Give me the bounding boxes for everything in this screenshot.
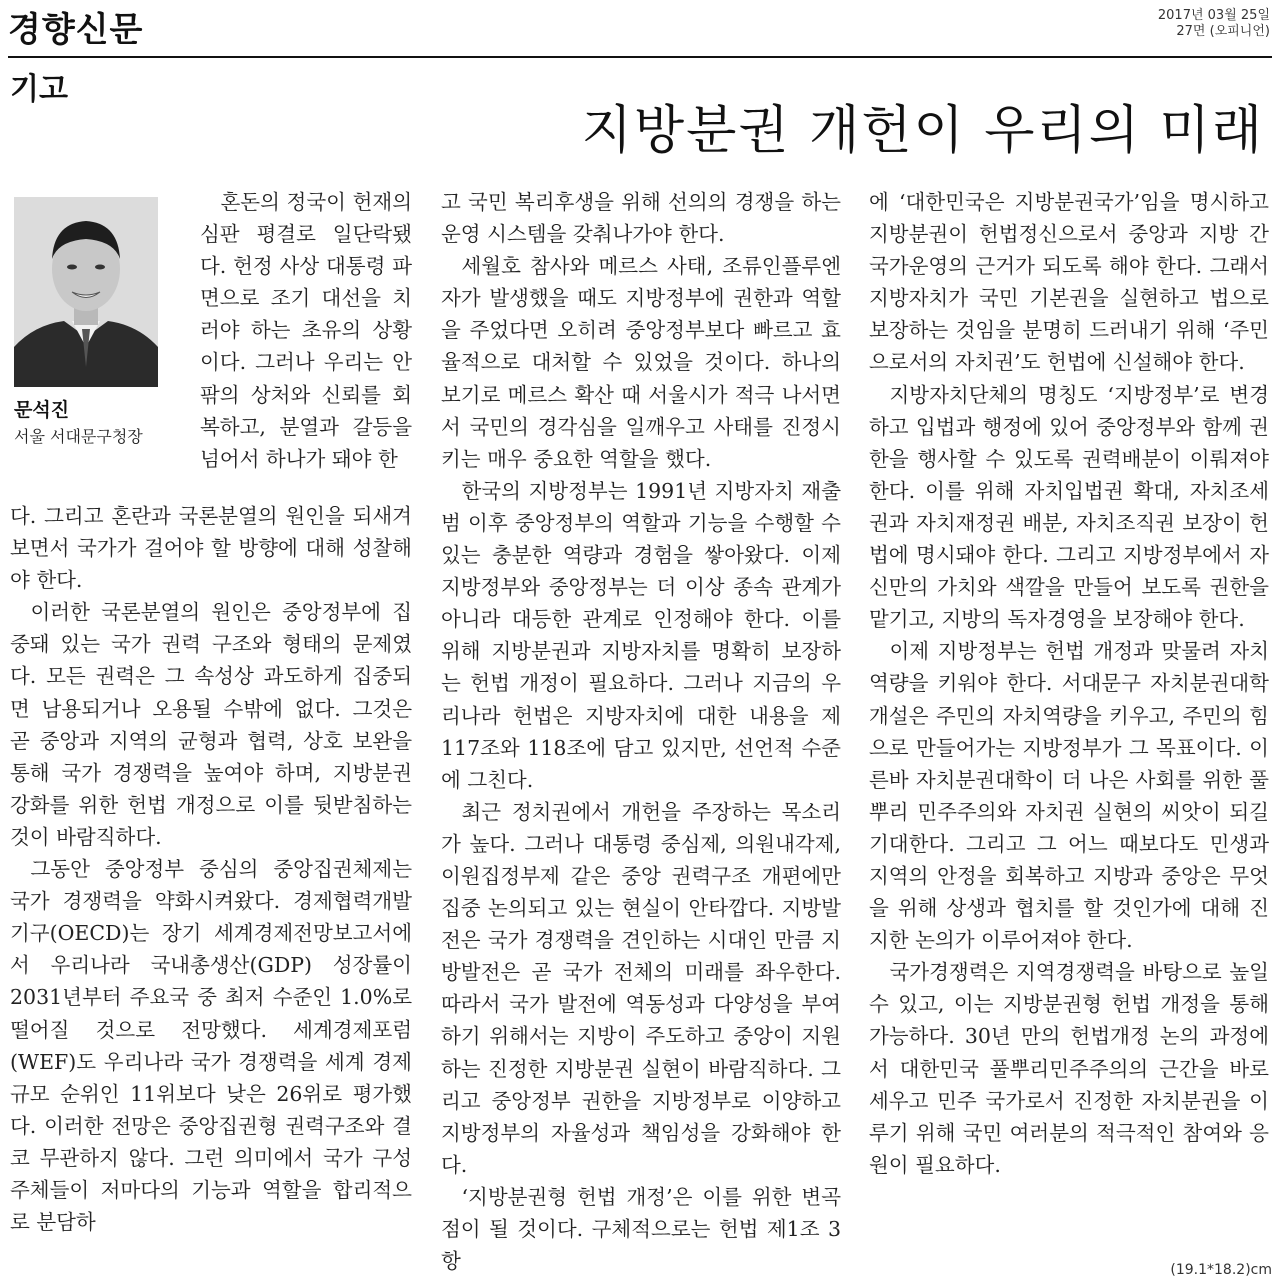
author-name: 문석진 bbox=[14, 399, 70, 421]
paragraph: 다. 그리고 혼란과 국론분열의 원인을 되새겨 보면서 국가가 걸어야 할 방향에 대해 성찰해야 한다. bbox=[10, 504, 412, 593]
column-2 bbox=[441, 186, 841, 1277]
article-headline: 지방분권 개헌이 우리의 미래 bbox=[581, 101, 1264, 161]
paragraph: 최근 정치권에서 개헌을 주장하는 목소리가 높다. 그러나 대통령 중심제, 의원내각제, 이원집정부제 같은 중앙 권력구조 개편에만 집중 논의되고 있는 현실이 안타깝다. 지방발전은 국가 경쟁력을 견인하는 시대인 만큼 지방발전은 곧 국가 전체의 미래를 좌우한다. 따라서 국가 발전에 역동성과 다양성을 부여하기 위해서는 지방이 주도하고 중앙이 지원하는 진정한 지방분권 실현이 바람직하다. 그리고 중앙정부 권한을 지방정부로 이양하고 지방정부의 자율성과 책임성을 강화해야 한다. bbox=[441, 799, 841, 1177]
paragraph: 그동안 중앙정부 중심의 중앙집권체제는 국가 경쟁력을 약화시켜왔다. 경제협력개발기구(OECD)는 장기 세계경제전망보고서에서 우리나라 국내총생산(GDP) 성장률이 2031년부터 주요국 중 최저 수준인 1.0%로 떨어질 것으로 전망했다. 세계경제포럼(WEF)도 우리나라 국가 경쟁력을 세계 경제 규모 순위인 11위보다 낮은 26위로 평가했다. 이러한 전망은 중앙집권형 권력구조와 결코 무관하지 않다. 그런 의미에서 국가 구성 주체들이 저마다의 기능과 역할을 합리적으로 분담하 bbox=[10, 857, 412, 1235]
column-3 bbox=[869, 186, 1269, 1181]
paragraph: 혼돈의 정국이 헌재의 심판 평결로 일단락됐다. 헌정 사상 대통령 파면으로 조기 대선을 치러야 하는 초유의 상황이다. 그러나 우리는 안팎의 상처와 신뢰를 회복하고, 분열과 갈등을 넘어서 하나가 돼야 한 bbox=[200, 190, 412, 471]
paragraph: 세월호 참사와 메르스 사태, 조류인플루엔자가 발생했을 때도 지방정부에 권한과 역할을 주었다면 오히려 중앙정부보다 빠르고 효율적으로 대처할 수 있었을 것이다. 하나의 보기로 메르스 확산 때 서울시가 적극 나서면서 국민의 경각심을 일깨우고 사태를 진정시키는 매우 중요한 역할을 했다. bbox=[441, 254, 841, 471]
paragraph: ‘지방분권형 헌법 개정’은 이를 위한 변곡점이 될 것이다. 구체적으로는 헌법 제1조 3항 bbox=[441, 1184, 841, 1274]
section-label: 기고 bbox=[10, 72, 68, 107]
paragraph: 국가경쟁력은 지역경쟁력을 바탕으로 높일 수 있고, 이는 지방분권형 헌법 개정을 통해 가능하다. 30년 만의 헌법개정 논의 과정에서 대한민국 풀뿌리민주주의의 근간을 바로 세우고 민주 국가로서 진정한 자치분권을 이루기 위해 국민 여러분의 적극적인 참여와 응원이 필요하다. bbox=[869, 960, 1269, 1177]
author-photo bbox=[14, 197, 158, 387]
paragraph: 이제 지방정부는 헌법 개정과 맞물려 자치역량을 키워야 한다. 서대문구 자치분권대학 개설은 주민의 자치역량을 키우고, 주민의 힘으로 만들어가는 지방정부가 그 목표이다. 이른바 자치분권대학이 더 나은 사회를 위한 풀뿌리 민주주의와 자치권 실현의 씨앗이 되길 기대한다. 그리고 그 어느 때보다도 민생과 지역의 안정을 회복하고 지방과 중앙은 무엇을 위해 상생과 협치를 할 것인가에 대해 진지한 논의가 이루어져야 한다. bbox=[869, 639, 1269, 953]
paragraph: 지방자치단체의 명칭도 ‘지방정부’로 변경하고 입법과 행정에 있어 중앙정부와 함께 권한을 행사할 수 있도록 권력배분이 이뤄져야 한다. 이를 위해 자치입법권 확대, 자치조세권과 자치재정권 배분, 자치조직권 보장이 헌법에 명시돼야 한다. 그리고 지방정부에서 자신만의 가치와 색깔을 만들어 보도록 권한을 맡기고, 지방의 독자경영을 보장해야 한다. bbox=[869, 382, 1269, 632]
article-size-note: (19.1*18.2)cm bbox=[1170, 1262, 1272, 1278]
paragraph: 고 국민 복리후생을 위해 선의의 경쟁을 하는 운영 시스템을 갖춰나가야 한다. bbox=[441, 190, 841, 247]
paragraph: 한국의 지방정부는 1991년 지방자치 재출범 이후 중앙정부의 역할과 기능을 수행할 수 있는 충분한 역량과 경험을 쌓아왔다. 이제 지방정부와 중앙정부는 더 이상 종속 관계가 아니라 대등한 관계로 인정해야 한다. 이를 위해 지방분권과 지방자치를 명확히 보장하는 헌법 개정이 필요하다. 그러나 지금의 우리나라 헌법은 지방자치에 대한 내용을 제117조와 118조에 담고 있지만, 선언적 수준에 그친다. bbox=[441, 478, 841, 792]
newspaper-logo: 경향신문 bbox=[8, 10, 144, 50]
paragraph: 이러한 국론분열의 원인은 중앙정부에 집중돼 있는 국가 권력 구조와 형태의 문제였다. 모든 권력은 그 속성상 과도하게 집중되면 남용되거나 오용될 수밖에 없다. 그것은 곧 중앙과 지역의 균형과 협력, 상호 보완을 통해 국가 경쟁력을 높여야 하며, 지방분권 강화를 위한 헌법 개정으로 이를 뒷받침하는 것이 바람직하다. bbox=[10, 600, 412, 849]
author-title: 서울 서대문구청장 bbox=[14, 427, 143, 446]
paragraph: 에 ‘대한민국은 지방분권국가’임을 명시하고 지방분권이 헌법정신으로서 중앙과 지방 간 국가운영의 근거가 되도록 해야 한다. 그래서 지방자치가 국민 기본권을 실현하고 법으로 보장하는 것임을 분명히 드러내기 위해 ‘주민으로서의 자치권’도 헌법에 신설해야 한다. bbox=[869, 190, 1269, 375]
page-info: 27면 (오피니언) bbox=[1176, 24, 1270, 39]
column-1-top bbox=[200, 186, 412, 475]
header-divider bbox=[8, 56, 1272, 58]
author-portrait-image bbox=[14, 197, 158, 387]
column-1-bottom bbox=[10, 500, 412, 1238]
publication-date: 2017년 03월 25일 bbox=[1157, 8, 1270, 23]
